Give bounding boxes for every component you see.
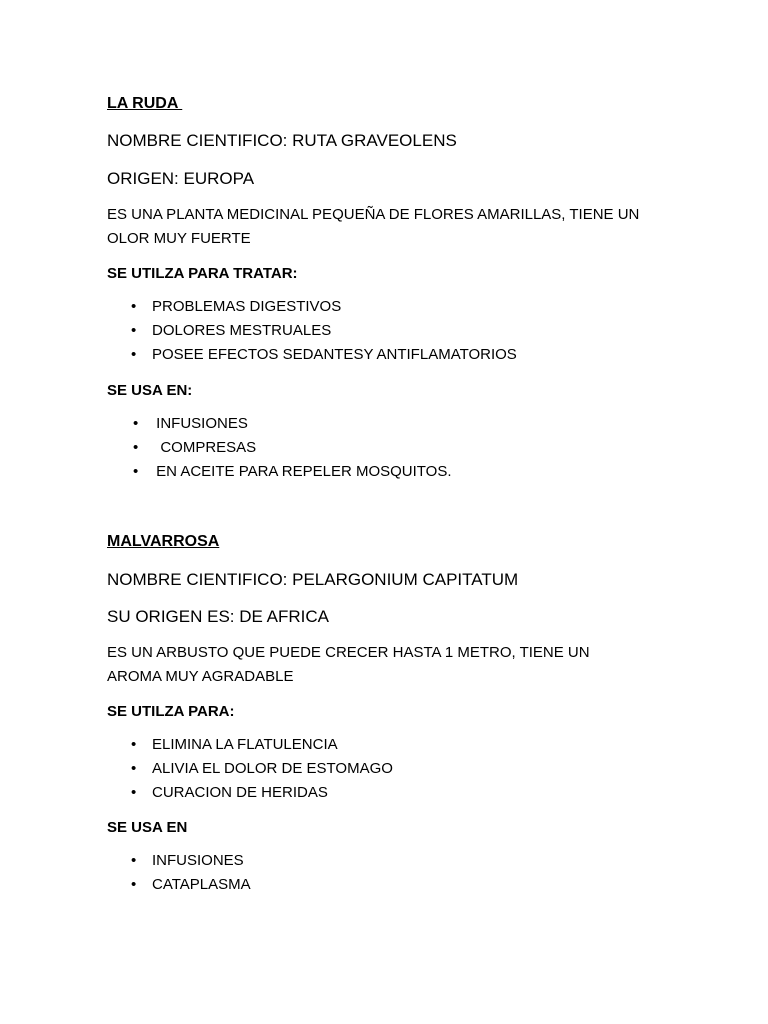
document-page: LA RUDA NOMBRE CIENTIFICO: RUTA GRAVEOLENS ORIGEN: EUROPA ES UNA PLANTA MEDICINAL PEQUEÑA DE FLORES AMARILLAS, TIENE UN OLOR MUY FUERTE SE UTILZA PARA TRATAR: • PROBLEMAS DIGESTIVOS • DOLORES MESTRUALES • POSEE EFECTOS SEDANTESY ANTIFLAMATORIOS SE USA EN: • INFUSIONES • COMPRESAS • EN ACEITE PARA REPELER MOSQUITOS. MALVARROSA NOMBRE CIENTIFICO: PELARGONIUM CAPITATUM SU ORIGEN ES: DE AFRICA ES UN ARBUSTO QUE PUEDE CRECER HASTA 1 METRO, TIENE UN AROMA MUY AGRADABLE SE UTILZA PARA: • ELIMINA LA FLATULENCIA • ALIVIA EL DOLOR DE ESTOMAGO • CURACION DE HERIDAS SE USA EN • INFUSIONES • CATAPLASMA	[0, 0, 768, 1024]
bullet-icon: •	[131, 298, 137, 315]
section-title: LA RUDA	[107, 95, 183, 112]
bullet-icon: •	[131, 760, 137, 777]
uses-heading: SE UTILZA PARA TRATAR:	[107, 265, 298, 282]
bullet-icon: •	[131, 852, 137, 869]
uses-heading: SE UTILZA PARA:	[107, 703, 235, 720]
bullet-icon: •	[133, 439, 139, 456]
origin: SU ORIGEN ES: DE AFRICA	[107, 607, 329, 626]
bullet-icon: •	[133, 463, 139, 480]
description: ES UNA PLANTA MEDICINAL PEQUEÑA DE FLORES AMARILLAS, TIENE UN OLOR MUY FUERTE	[107, 206, 640, 247]
bullet-icon: •	[131, 736, 137, 753]
forms-heading: SE USA EN	[107, 819, 188, 836]
forms-heading: SE USA EN:	[107, 382, 193, 399]
bullet-icon: •	[131, 784, 137, 801]
scientific-name: NOMBRE CIENTIFICO: PELARGONIUM CAPITATUM	[107, 570, 519, 589]
bullet-icon: •	[131, 876, 137, 893]
section-title: MALVARROSA	[107, 533, 220, 550]
origin: ORIGEN: EUROPA	[107, 169, 255, 188]
bullet-icon: •	[131, 322, 137, 339]
scientific-name: NOMBRE CIENTIFICO: RUTA GRAVEOLENS	[107, 131, 457, 150]
description: ES UN ARBUSTO QUE PUEDE CRECER HASTA 1 METRO, TIENE UN AROMA MUY AGRADABLE	[107, 644, 590, 685]
bullet-icon: •	[133, 415, 139, 432]
bullet-icon: •	[131, 346, 137, 363]
